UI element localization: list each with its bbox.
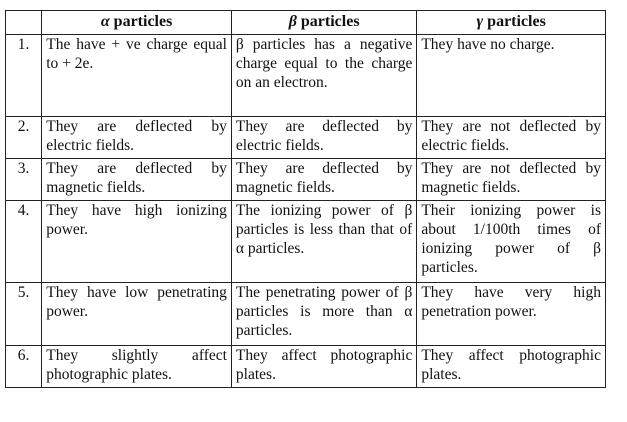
gamma-symbol: γ xyxy=(476,13,484,30)
alpha-cell: They are deflected by magnetic fields. xyxy=(42,159,232,201)
beta-cell: β particles has a negative charge equal to the charge on an electron. xyxy=(231,35,416,117)
alpha-cell: They slightly affect photographic plates. xyxy=(42,346,232,388)
table-row xyxy=(6,117,606,159)
table-row xyxy=(6,201,606,283)
alpha-symbol: α xyxy=(100,13,110,30)
header-beta xyxy=(231,11,416,35)
row-number: 6. xyxy=(6,346,42,388)
gamma-word: particles xyxy=(483,13,546,30)
gamma-cell: They are not deflected by magnetic fields. xyxy=(417,159,606,201)
beta-word: particles xyxy=(296,13,360,30)
beta-cell: They affect photographic plates. xyxy=(231,346,416,388)
header-row xyxy=(6,11,606,35)
row-number: 2. xyxy=(6,117,42,159)
table-row xyxy=(6,283,606,346)
table-row xyxy=(6,346,606,388)
gamma-cell: They are not deflected by electric fields. xyxy=(417,117,606,159)
row-number: 3. xyxy=(6,159,42,201)
alpha-cell: They have high ionizing power. xyxy=(42,201,232,283)
header-alpha xyxy=(42,11,232,35)
gamma-cell: They have very high penetration power. xyxy=(417,283,606,346)
alpha-cell: The have + ve charge equal to + 2e. xyxy=(42,35,232,117)
alpha-cell: They are deflected by electric fields. xyxy=(42,117,232,159)
row-number: 5. xyxy=(6,283,42,346)
comparison-table xyxy=(5,10,606,388)
beta-cell: They are deflected by electric fields. xyxy=(231,117,416,159)
beta-symbol: β xyxy=(288,13,297,30)
gamma-cell: Their ionizing power is about 1/100th times of ionizing power of β particles. xyxy=(417,201,606,283)
beta-cell: The penetrating power of β particles is more than α particles. xyxy=(231,283,416,346)
alpha-word: particles xyxy=(109,13,173,30)
row-number: 1. xyxy=(6,35,42,117)
header-gamma xyxy=(417,11,606,35)
gamma-cell: They have no charge. xyxy=(417,35,606,117)
alpha-cell: They have low penetrating power. xyxy=(42,283,232,346)
beta-cell: They are deflected by magnetic fields. xyxy=(231,159,416,201)
gamma-cell: They affect photographic plates. xyxy=(417,346,606,388)
row-number: 4. xyxy=(6,201,42,283)
beta-cell: The ionizing power of β particles is less than that of α particles. xyxy=(231,201,416,283)
header-number-cell xyxy=(6,11,42,35)
table-row xyxy=(6,35,606,117)
table-row xyxy=(6,159,606,201)
